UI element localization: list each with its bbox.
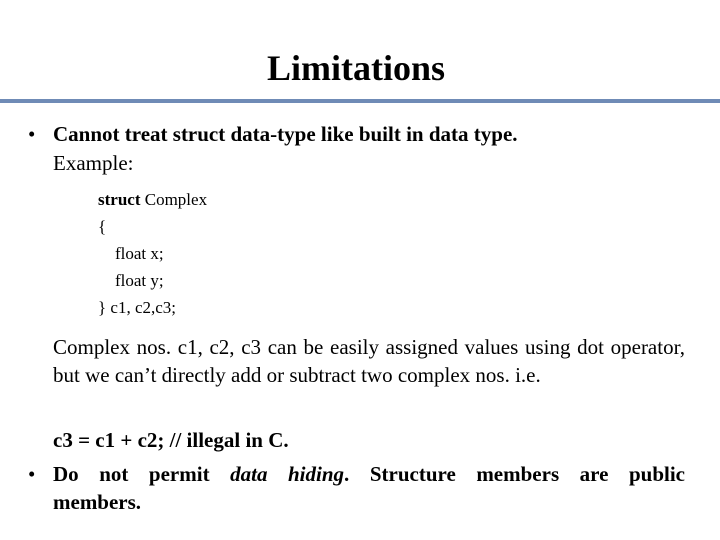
code-struct-name: Complex [140, 190, 208, 209]
title-divider [0, 99, 720, 103]
point1-explanation: Complex nos. c1, c2, c3 can be easily assigned values using dot operator, but we can’t directly add or subtract two complex nos. i.e. [53, 335, 685, 387]
point2-text-b: . Structure members are public [344, 462, 685, 486]
code-keyword: struct [98, 190, 141, 209]
slide-title: Limitations [266, 48, 445, 88]
example-label: Example: [53, 151, 134, 175]
code-block [98, 186, 207, 321]
code-open-brace: { [98, 217, 107, 236]
point1-heading: Cannot treat struct data-type like built in data type. [53, 122, 518, 146]
code-closing: } c1, c2,c3; [98, 298, 177, 317]
point2-line1 [53, 460, 685, 488]
bullet-1: • [28, 122, 36, 146]
code-member-x: float x; [115, 244, 164, 263]
point2-emphasis: data hiding [230, 462, 345, 486]
code-member-y: float y; [115, 271, 164, 290]
code-line-struct [98, 186, 207, 213]
point1-statement: c3 = c1 + c2; // illegal in C. [53, 428, 289, 452]
bullet-2: • [28, 462, 36, 486]
point2-line2: members. [53, 490, 142, 514]
point2-text-a: Do not permit [53, 462, 231, 486]
